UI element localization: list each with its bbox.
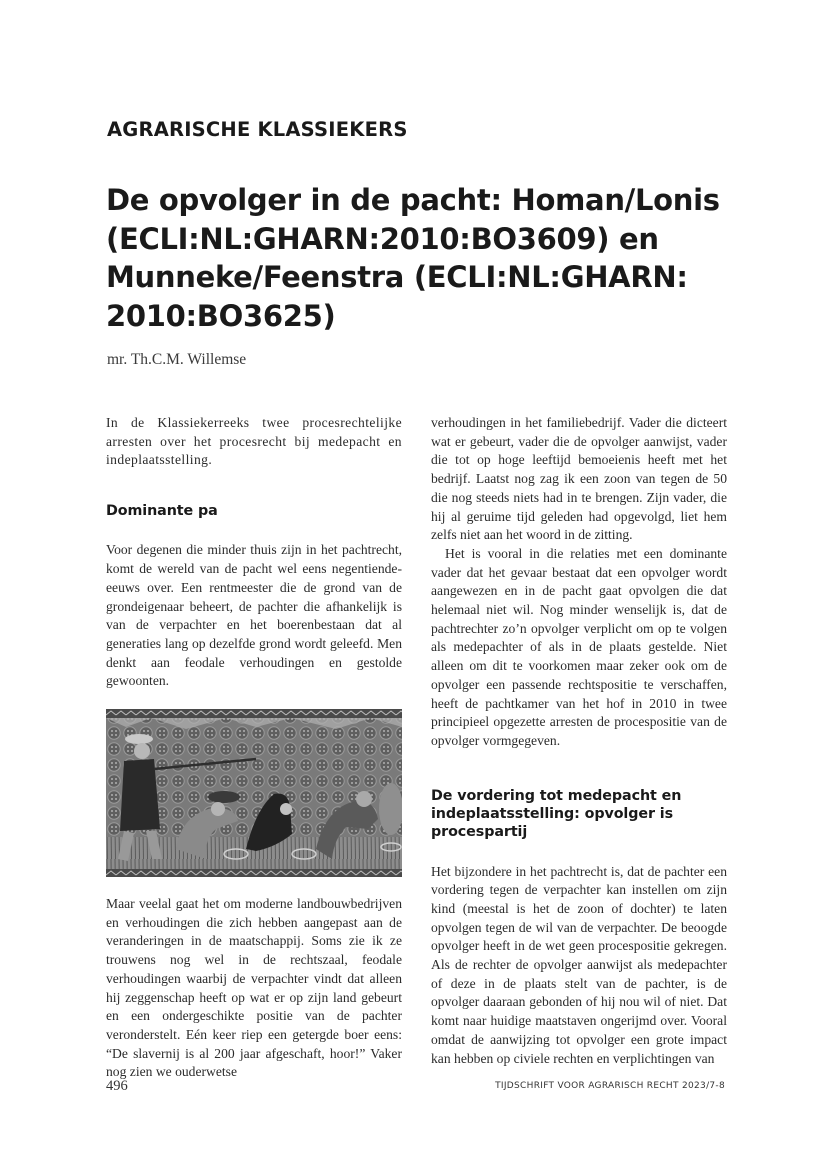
body-paragraph: Voor degenen die minder thuis zijn in het pachtrecht, komt de wereld van de pacht wel eens negentiende-eeuws over. Een rentmeester die de grond van de grondeigenaar beheert, de pachter die afhankelijk is van de verpachter en het boerenbestaan dat al generaties lang op dezelfde grond wordt geleefd. Men denkt aan feodale verhoudingen en gestolde gewoonten.	[106, 542, 402, 689]
body-paragraph: verhoudingen in het familiebedrijf. Vader die dicteert wat er gebeurt, vader die de opvolger aanwijst, vader die tot op hoge leeftijd bemoeienis heeft met het bedrijf. Laatst nog zag ik een zoon van tegen de 50 die nog steeds niets had in te brengen. Zijn vader, die hij al geruime tijd geleden had opgevolgd, liet hem zelfs niet aan het woord in de zitting.	[431, 415, 727, 543]
section-heading-vordering: De vordering tot medepacht en indeplaatsstelling: opvolger is procespartij	[431, 787, 682, 841]
harvest-illustration-icon	[106, 709, 402, 877]
intro-paragraph: In de Klassiekerreeks twee procesrechtelijke arresten over het procesrecht bij medepacht en indeplaatsstelling.	[106, 415, 402, 468]
article-title: De opvolger in de pacht: Homan/Lonis (ECLI:NL:GHARN:2010:BO3609) en Munneke/Feenstra (ECLI:NL:GHARN: 2010:BO3625)	[106, 183, 720, 333]
body-paragraph: Het bijzondere in het pachtrecht is, dat de pachter een vordering tegen de verpachter kan instellen om zijn kind (meestal is het de zoon of dochter) te laten opvolgen tegen de wil van de verpachter. De beoogde opvolger heeft in de wet geen procespositie gekregen. Als de rechter de opvolger aanwijst als medepachter of deze in de plaats stelt van de pachter, is de opvolger daaraan gebonden of hij nou wil of niet. Dat komt naar huidige maatstaven ongerijmd over. Vooral omdat de aanwijzing tot opvolger een grote impact kan hebben op civiele rechten en verplichtingen van	[431, 863, 727, 1066]
section-heading-dominante-pa: Dominante pa	[106, 503, 218, 520]
right-column	[431, 414, 727, 1068]
page-number: 496	[106, 1078, 128, 1094]
medieval-illumination-image	[106, 709, 402, 877]
author: mr. Th.C.M. Willemse	[107, 351, 247, 368]
journal-name: TIJDSCHRIFT VOOR AGRARISCH RECHT 2023/7-8	[495, 1081, 725, 1091]
body-paragraph: Maar veelal gaat het om moderne landbouwbedrijven en verhoudingen die zich hebben aangepast aan de veranderingen in de maatschappij. Soms zie ik ze trouwens nog wel in de rechtszaal, feodale verhoudingen waarbij de verpachter vindt dat alleen hij zeggenschap heeft op wat er op zijn land gebeurt en een ondergeschikte positie van de pachter veronderstelt. Eén keer riep een getergde boer eens: “De slavernij is al 200 jaar afgeschaft, hoor!” Vaker nog zien we ouderwetse	[106, 896, 402, 1080]
left-column	[106, 414, 402, 1082]
section-label: AGRARISCHE KLASSIEKERS	[107, 118, 408, 141]
body-paragraph: Het is vooral in die relaties met een dominante vader dat het gevaar bestaat dat een opvolger wordt aangewezen en in de pacht gaat opvolgen die dat helemaal niet wil. Nog minder wenselijk is, dat de pachtrechter zo’n opvolger verplicht om op te volgen als medepachter of als in de plaats gestelde. Niet alleen om dit te voorkomen maar zeker ook om de opvolger een passende rechtspositie te verschaffen, heeft de pachtkamer van het hof in 2010 in twee principieel opgezette arresten de procespositie van de opvolger vormgegeven.	[431, 545, 727, 748]
